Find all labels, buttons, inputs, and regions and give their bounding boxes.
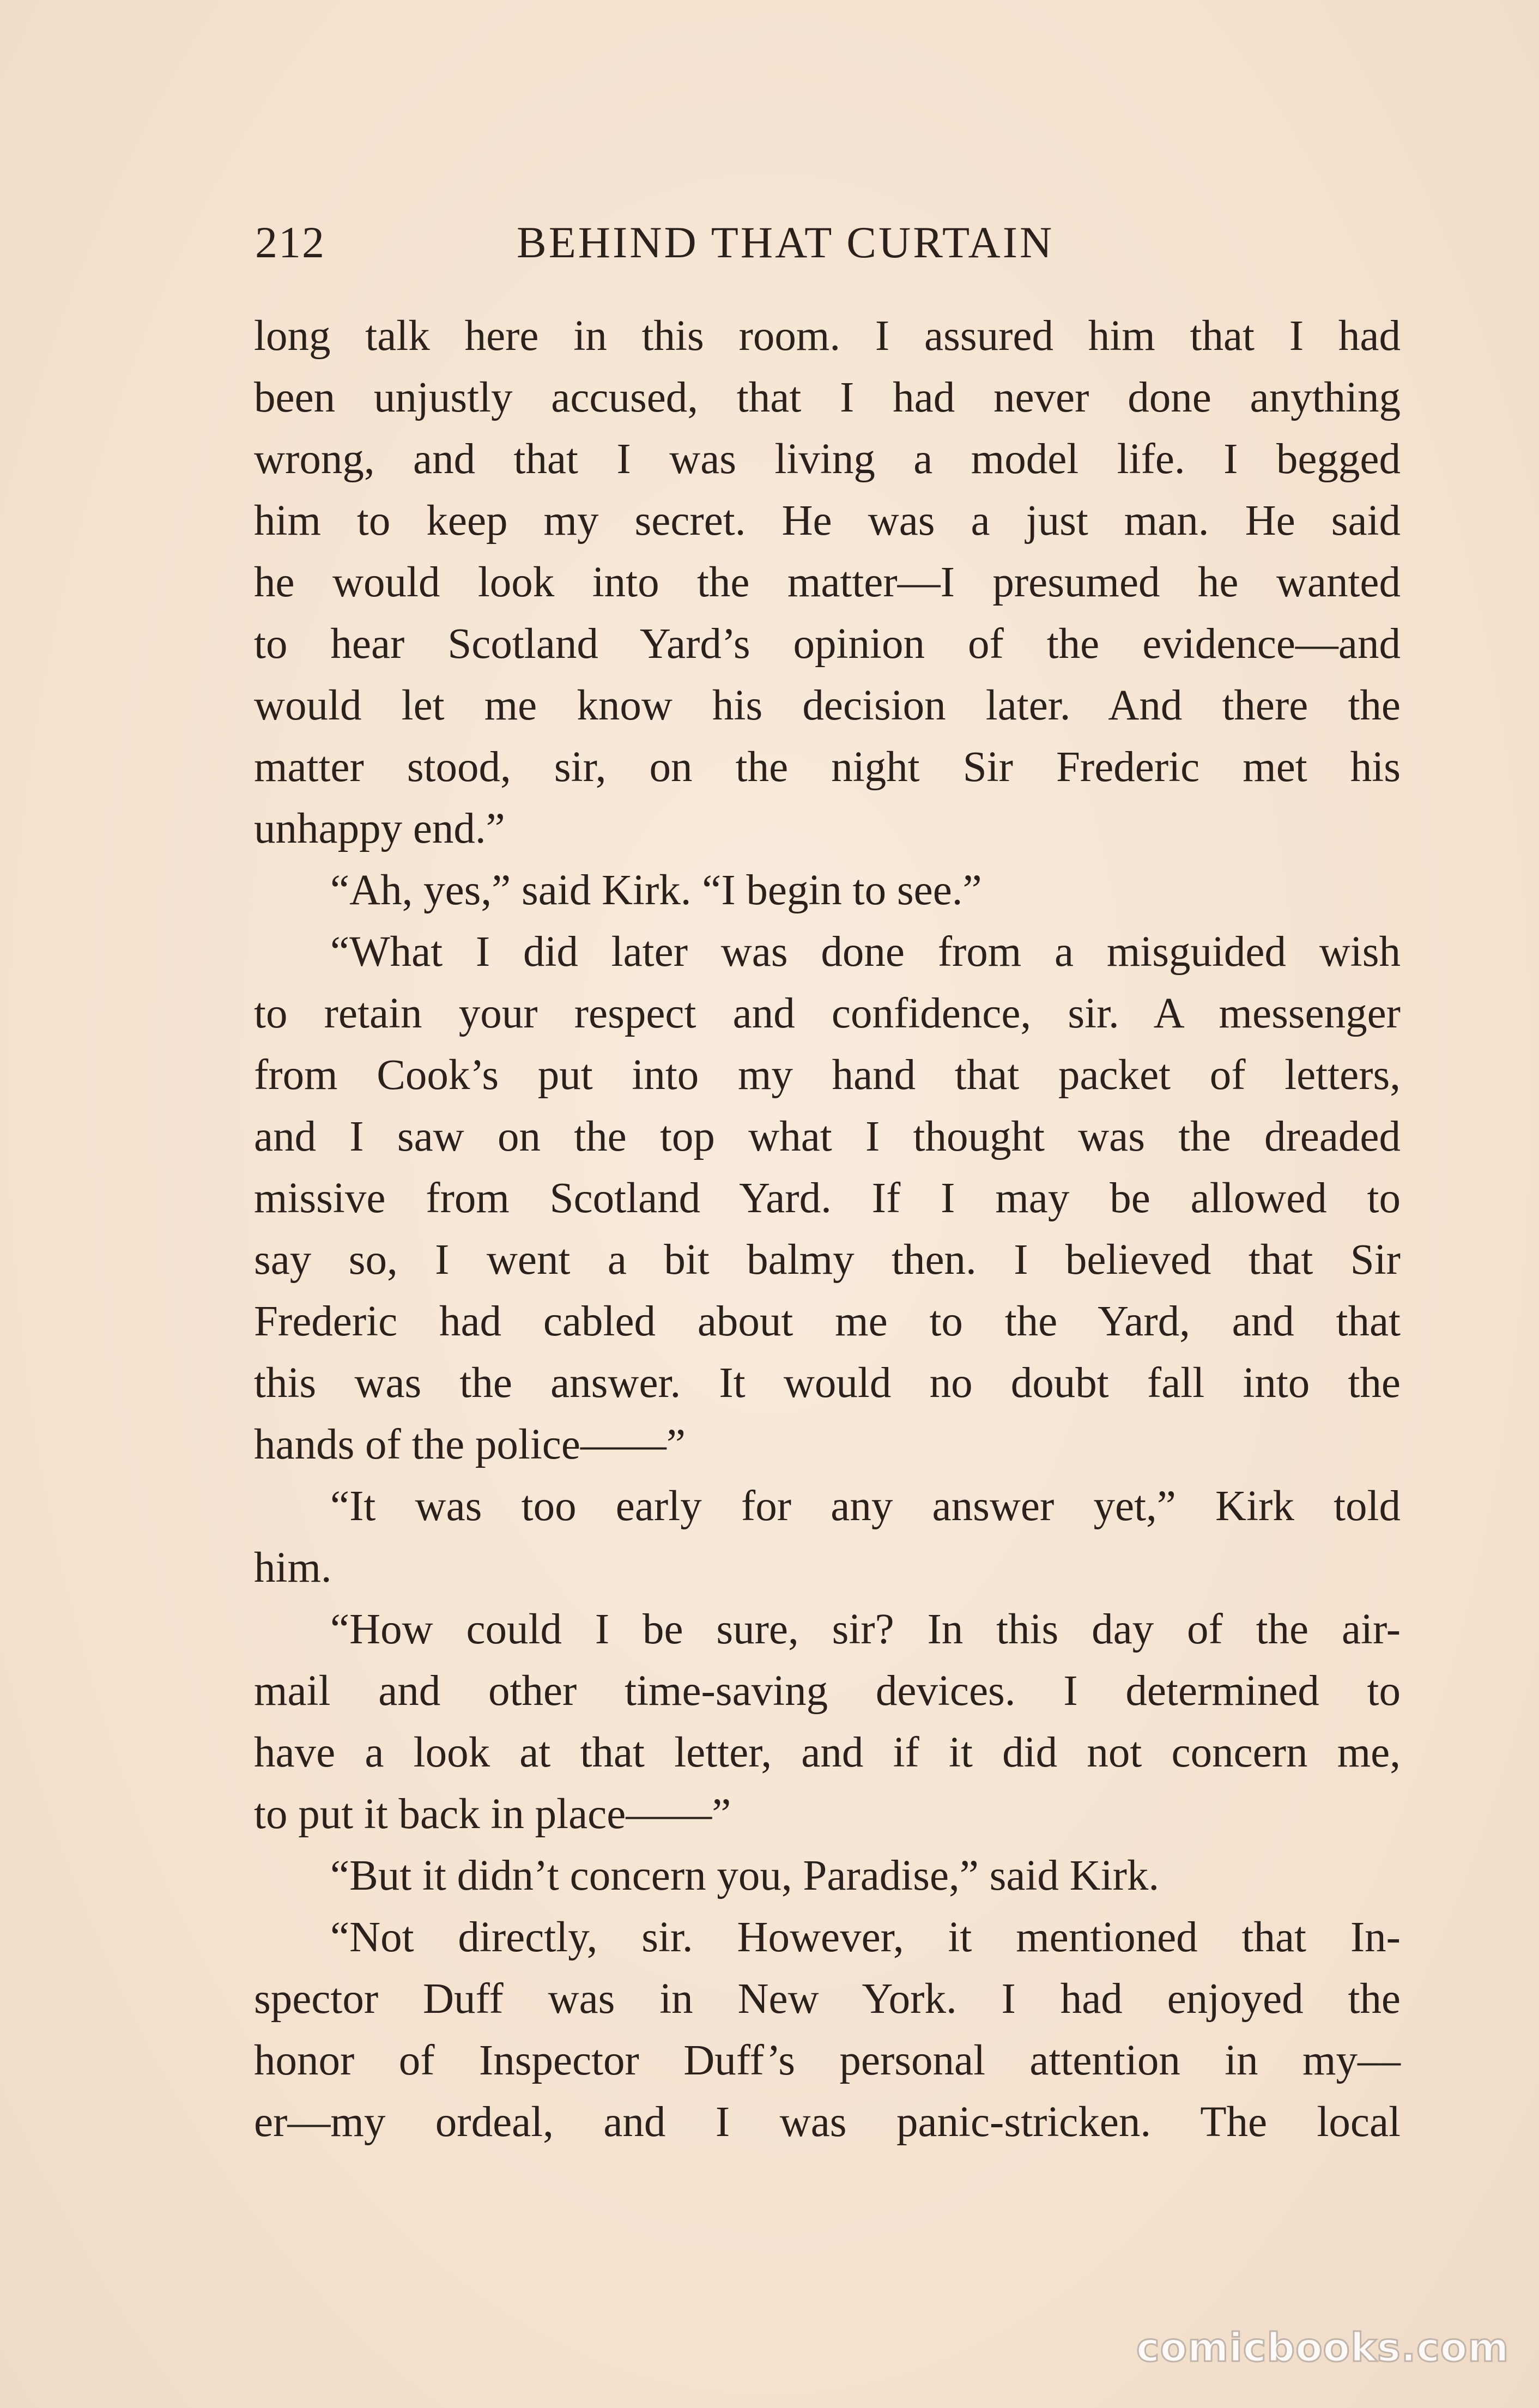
page-number: 212 xyxy=(255,217,325,267)
text-line: to retain your respect and confidence, sir. A messenger xyxy=(254,990,1401,1037)
body-text xyxy=(254,305,1401,2153)
text-line: from Cook’s put into my hand that packet of letters, xyxy=(254,1051,1401,1099)
text-line: er—my ordeal, and I was panic-stricken. The local xyxy=(254,2098,1401,2146)
text-line: this was the answer. It would no doubt fall into the xyxy=(254,1359,1401,1407)
text-line: would let me know his decision later. And there the xyxy=(254,682,1401,729)
text-line: honor of Inspector Duff’s personal attention in my— xyxy=(254,2037,1401,2084)
text-line: “But it didn’t concern you, Paradise,” said Kirk. xyxy=(330,1852,1160,1899)
text-line: he would look into the matter—I presumed he wanted xyxy=(254,559,1401,606)
text-line: him to keep my secret. He was a just man. He said xyxy=(254,497,1401,544)
text-line: wrong, and that I was living a model life. I begged xyxy=(254,435,1401,483)
text-line: “It was too early for any answer yet,” Kirk told xyxy=(330,1483,1401,1530)
running-header xyxy=(255,213,1181,273)
text-line: “Ah, yes,” said Kirk. “I begin to see.” xyxy=(330,867,982,914)
text-line: have a look at that letter, and if it did not concern me, xyxy=(254,1729,1401,1776)
text-line: say so, I went a bit balmy then. I believed that Sir xyxy=(254,1236,1401,1284)
text-line: hands of the police——” xyxy=(254,1421,686,1468)
running-title: BEHIND THAT CURTAIN xyxy=(517,217,1055,267)
text-line: long talk here in this room. I assured him that I had xyxy=(254,312,1401,360)
watermark: comicbooks.com xyxy=(1136,2325,1510,2370)
text-line: unhappy end.” xyxy=(254,805,505,852)
text-line: Frederic had cabled about me to the Yard, and that xyxy=(254,1298,1401,1345)
text-line: him. xyxy=(254,1544,332,1592)
text-line: spector Duff was in New York. I had enjoyed the xyxy=(254,1975,1401,2023)
text-line: missive from Scotland Yard. If I may be allowed to xyxy=(254,1175,1401,1222)
text-line: and I saw on the top what I thought was the dreaded xyxy=(254,1113,1401,1160)
text-line: matter stood, sir, on the night Sir Frederic met his xyxy=(254,743,1401,791)
text-line: to put it back in place——” xyxy=(254,1790,731,1838)
text-line: to hear Scotland Yard’s opinion of the evidence—and xyxy=(254,620,1401,668)
text-line: “How could I be sure, sir? In this day of the air- xyxy=(330,1606,1401,1653)
text-line: been unjustly accused, that I had never done anything xyxy=(254,374,1401,421)
text-line: “Not directly, sir. However, it mentioned that In- xyxy=(330,1914,1401,1961)
text-line: mail and other time-saving devices. I determined to xyxy=(254,1667,1401,1715)
text-line: “What I did later was done from a misguided wish xyxy=(330,928,1401,976)
